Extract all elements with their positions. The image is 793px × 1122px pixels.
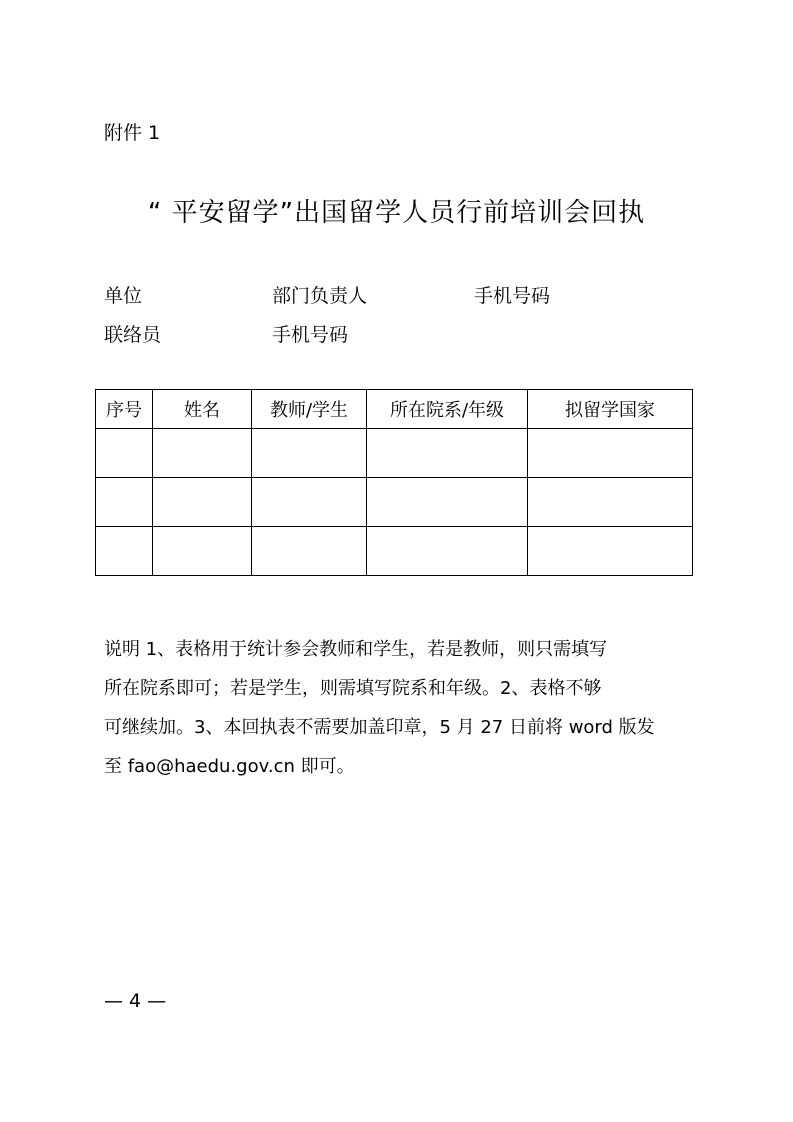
table-cell[interactable]: [252, 429, 367, 478]
notes-line: 所在院系即可；若是学生，则需填写院系和年级。2、表格不够: [104, 678, 602, 699]
table-cell[interactable]: [528, 478, 693, 527]
registration-table: [95, 389, 693, 576]
header-teacher-student: 教师/学生: [252, 390, 367, 429]
notes-section: [104, 630, 714, 786]
notes-line: 可继续加。3、本回执表不需要加盖印章，5 月 27 日前将 word 版发: [104, 717, 655, 738]
table-cell[interactable]: [96, 527, 153, 576]
table-cell[interactable]: [153, 478, 252, 527]
notes-line: 说明 1、表格用于统计参会教师和学生，若是教师，则只需填写: [104, 639, 608, 660]
table-cell[interactable]: [153, 527, 252, 576]
table-row: [96, 527, 693, 576]
table-row: [96, 478, 693, 527]
table-header-row: [96, 390, 693, 429]
table-cell[interactable]: [252, 527, 367, 576]
table-cell[interactable]: [153, 429, 252, 478]
header-destination-country: 拟留学国家: [528, 390, 693, 429]
table-cell[interactable]: [252, 478, 367, 527]
header-department-grade: 所在院系/年级: [367, 390, 528, 429]
notes-line: 至 fao@haedu.gov.cn 即可。: [104, 756, 355, 777]
page-number: — 4 —: [104, 990, 167, 1012]
table-cell[interactable]: [528, 527, 693, 576]
document-title: “ 平安留学”出国留学人员行前培训会回执: [147, 198, 646, 228]
field-mobile-label: 手机号码: [474, 285, 551, 307]
field-contact-label: 联络员: [104, 324, 162, 346]
header-name: 姓名: [153, 390, 252, 429]
table-cell[interactable]: [528, 429, 693, 478]
field-dept-head-label: 部门负责人: [272, 285, 368, 307]
table-cell[interactable]: [96, 478, 153, 527]
table-cell[interactable]: [367, 527, 528, 576]
table-cell[interactable]: [96, 429, 153, 478]
field-unit-label: 单位: [104, 285, 143, 307]
table-cell[interactable]: [367, 429, 528, 478]
attachment-label: 附件 1: [104, 122, 161, 144]
table-row: [96, 429, 693, 478]
header-serial-number: 序号: [96, 390, 153, 429]
field-contact-mobile-label: 手机号码: [272, 324, 349, 346]
table-cell[interactable]: [367, 478, 528, 527]
